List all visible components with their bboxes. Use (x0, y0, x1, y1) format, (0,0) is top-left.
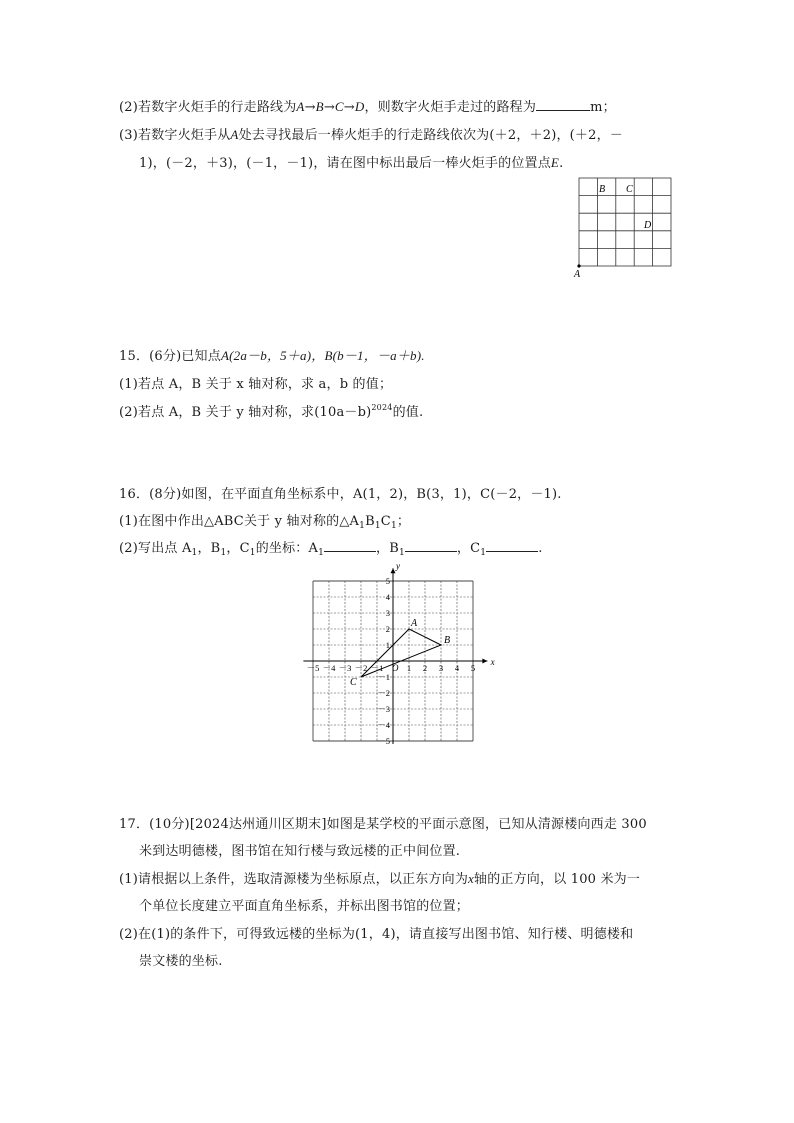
x-tick-label: 4 (454, 663, 460, 673)
q15-points: A(2a－b，5＋a)，B(b－1，－a＋b). (220, 348, 425, 363)
point-a-dot (577, 264, 580, 267)
q16-part2-f: ，C (456, 541, 481, 556)
q14-part3-a: A (230, 127, 239, 142)
x-axis-arrow-icon (482, 659, 487, 664)
x-tick-label: 3 (438, 663, 444, 673)
q16-part2-b: ，B (197, 541, 221, 556)
q16-part1-c: C (380, 514, 391, 529)
q14-part3-line2 (139, 152, 563, 171)
q14-part3-text-b: 处去寻找最后一棒火炬手的行走路线依次为(＋2，＋2)，(＋2，－ (238, 128, 624, 143)
q14-unit: m； (590, 100, 616, 115)
q16-part2-end: . (538, 541, 543, 556)
y-tick-label: －4 (377, 720, 390, 730)
x-tick-label: －1 (370, 663, 384, 673)
subscript: 1 (359, 521, 366, 531)
y-tick-label: －1 (377, 672, 390, 682)
route-point-d: D (354, 99, 365, 114)
point-label-c: C (350, 677, 357, 688)
y-tick-label: －5 (377, 736, 390, 744)
q16-part2-e: ，B (376, 541, 399, 556)
x-tick-label: 2 (422, 663, 428, 673)
subscript: 1 (374, 521, 381, 531)
y-tick-label: 3 (385, 608, 390, 618)
x-tick-label: －3 (338, 663, 352, 673)
answer-blank[interactable] (536, 98, 590, 111)
q16-part2-d: 的坐标：A (255, 541, 319, 556)
q14-part3-text: (3)若数字火炬手从 (119, 128, 231, 143)
q17-part1-line2: 个单位长度建立平面直角坐标系，并标出图书馆的位置； (139, 899, 470, 914)
q17-part1-b: 轴的正方向，以 100 米为一 (474, 872, 641, 887)
q16-part2-c: ，C (226, 541, 250, 556)
subscript: 1 (249, 548, 256, 558)
grid-label-c: C (626, 184, 633, 195)
answer-blank-a1[interactable] (324, 539, 376, 552)
q15-head (119, 345, 425, 364)
route-point-b: B (315, 99, 324, 114)
q16-part2 (119, 537, 543, 558)
subscript: 1 (318, 548, 325, 558)
q15-part2 (119, 401, 423, 420)
y-tick-label: 5 (385, 576, 390, 586)
q14-part3-line1 (119, 124, 623, 143)
y-axis-arrow-icon (391, 568, 396, 573)
q16-head: 16．(8分)如图，在平面直角坐标系中，A(1，2)，B(3，1)，C(－2，－1). (119, 487, 562, 502)
answer-blank-c1[interactable] (486, 539, 538, 552)
q16-part1-text: (1)在图中作出△ABC关于 y 轴对称的△A (119, 514, 360, 529)
q14-grid-figure (572, 174, 678, 280)
q17-x: x (468, 871, 474, 886)
q15-exponent: 2024 (371, 403, 393, 412)
q17-line2: 米到达明德楼，图书馆在知行楼与致远楼的正中间位置. (139, 844, 461, 859)
y-tick-label: －2 (377, 688, 390, 698)
subscript: 1 (480, 548, 487, 558)
y-tick-label: 4 (385, 592, 390, 602)
y-axis-label: y (396, 562, 400, 571)
q16-part2-text: (2)写出点 A (119, 541, 192, 556)
q14-part2 (119, 96, 616, 115)
grid-label-a: A (574, 269, 581, 280)
q15-part2-end: 的值. (392, 405, 424, 420)
q14-part3-text-c: 1)，(－2，＋3)，(－1，－1)，请在图中标出最后一棒火炬手的位置点 (139, 156, 551, 171)
q16-part1-b: B (365, 514, 375, 529)
arrow-icon: → (304, 100, 316, 115)
q15-part2-text: (2)若点 A，B 关于 y 轴对称，求(10a－b) (119, 405, 372, 420)
subscript: 1 (390, 521, 397, 531)
route-point-a: A (296, 99, 305, 114)
q17-part1-text: (1)请根据以上条件，选取清源楼为坐标原点，以正东方向为 (119, 872, 469, 887)
grid-lines (579, 178, 671, 266)
y-tick-label: 1 (385, 640, 390, 650)
subscript: 1 (220, 548, 227, 558)
x-tick-label: 5 (470, 663, 476, 673)
x-axis-label: x (490, 657, 495, 667)
q17-part2: (2)在(1)的条件下，可得致远楼的坐标为(1，4)，请直接写出图书馆、知行楼、明德楼和 (119, 927, 634, 942)
arrow-icon: → (323, 100, 335, 115)
point-label-a: A (411, 618, 418, 629)
x-tick-label: －4 (322, 663, 336, 673)
subscript: 1 (191, 548, 198, 558)
tick-labels (307, 576, 476, 744)
point-label-b: B (444, 635, 451, 646)
grid-label-b: B (599, 184, 606, 195)
y-tick-label: 2 (385, 624, 390, 634)
route-point-c: C (334, 99, 344, 114)
coordinate-axes (303, 562, 494, 744)
q17-part1 (119, 868, 640, 887)
q15-part1: (1)若点 A，B 关于 x 轴对称，求 a，b 的值； (119, 377, 393, 392)
q14-part2-suffix: ，则数字火炬手走过的路程为 (364, 100, 537, 115)
subscript: 1 (398, 548, 405, 558)
x-tick-label: 1 (406, 663, 412, 673)
q17-part2-line2: 崇文楼的坐标. (139, 954, 223, 969)
q15-number: 15．(6分)已知点 (119, 349, 221, 364)
triangle-abc (350, 618, 450, 688)
answer-blank-b1[interactable] (405, 539, 457, 552)
y-tick-label: －3 (377, 704, 390, 714)
q16-part1 (119, 510, 410, 531)
x-tick-label: －2 (354, 663, 368, 673)
x-tick-label: －5 (306, 663, 320, 673)
q17-line1: 17．(10分)[2024达州通川区期末]如图是某学校的平面示意图，已知从清源楼向西走 300 (119, 817, 647, 832)
origin-label: O (392, 663, 399, 673)
coordinate-plane (296, 562, 496, 744)
q14-part3-end: . (559, 156, 564, 171)
q16-part1-end: ； (396, 514, 411, 529)
arrow-icon: → (343, 100, 355, 115)
grid-label-d: D (644, 220, 652, 231)
q14-part2-prefix: (2)若数字火炬手的行走路线为 (119, 100, 297, 115)
q14-part3-e: E (550, 155, 560, 170)
